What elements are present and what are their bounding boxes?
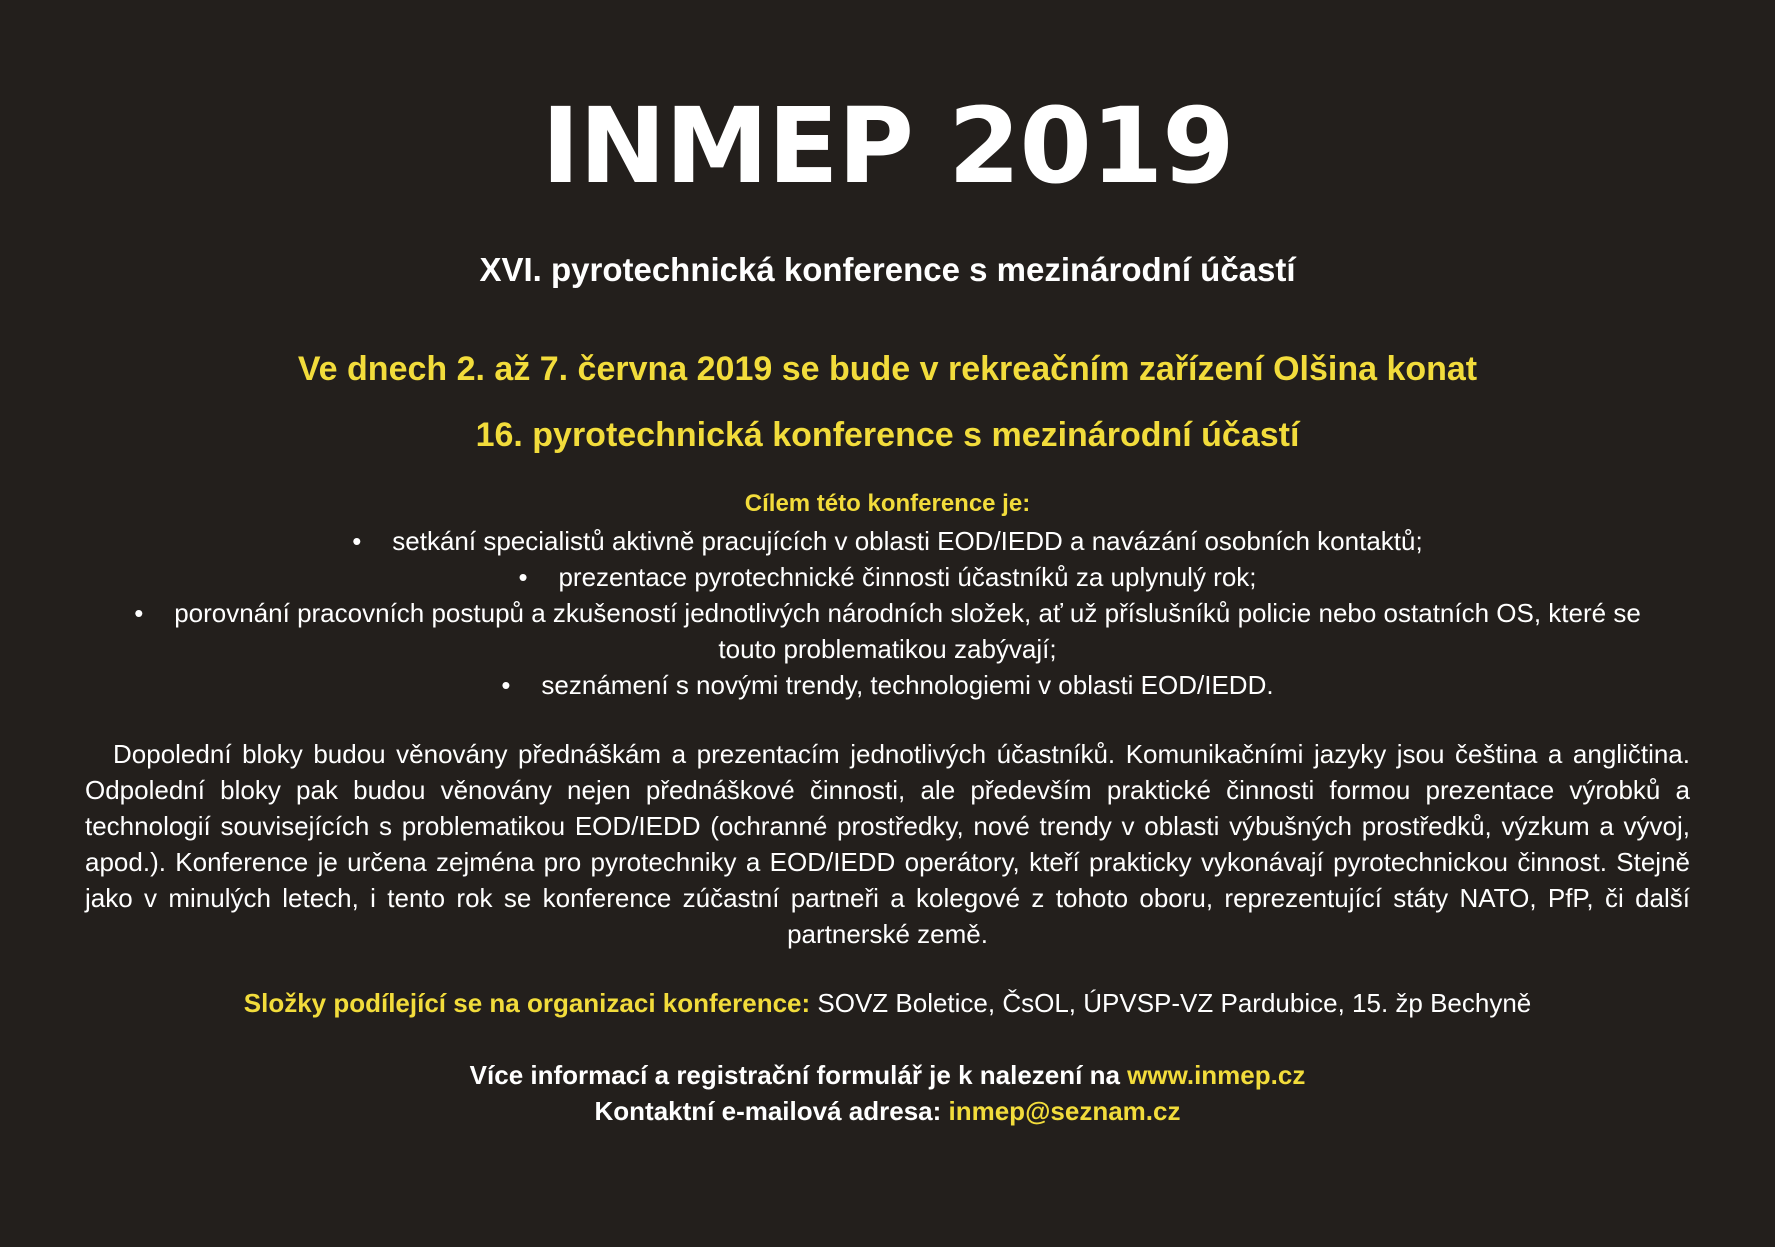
- conference-name: 16. pyrotechnická konference s mezinárodní účastí: [475, 416, 1300, 454]
- more-info-label: Více informací a registrační formulář je k nalezení na: [469, 1060, 1128, 1090]
- bullet-icon: •: [134, 598, 144, 628]
- bullet-icon: •: [501, 670, 511, 700]
- organizers-label: Složky podílející se na organizaci konference:: [243, 988, 811, 1018]
- goals-heading: Cílem této konference je:: [744, 490, 1031, 517]
- list-item: [0, 559, 1775, 595]
- list-item: [0, 523, 1775, 559]
- goals-list: [0, 523, 1775, 703]
- list-item-text: seznámení s novými trendy, technologiemi v oblasti EOD/IEDD.: [541, 670, 1274, 700]
- organizers-value: SOVZ Boletice, ČsOL, ÚPVSP-VZ Pardubice, 15. žp Bechyně: [810, 988, 1532, 1018]
- list-item-text: prezentace pyrotechnické činnosti účastníků za uplynulý rok;: [558, 562, 1257, 592]
- list-item-text: porovnání pracovních postupů a zkušeností jednotlivých národních složek, ať už příslušníků policie nebo ostatních OS, které se touto problematikou zabývají;: [174, 598, 1641, 664]
- list-item: [0, 595, 1775, 667]
- description-paragraph: Dopolední bloky budou věnovány přednáškám a prezentacím jednotlivých účastníků. Komunikačními jazyky jsou čeština a angličtina. Odpolední bloky pak budou věnovány nejen přednáškové činnosti, ale především praktické činnosti formou prezentace výrobků a technologií souvisejících s problematikou EOD/IEDD (ochranné prostředky, nové trendy v oblasti výbušných prostředků, výzkum a vývoj, apod.). Konference je určena zejména pro pyrotechniky a EOD/IEDD operátory, kteří prakticky vykonávají pyrotechnickou činnost. Stejně jako v minulých letech, i tento rok se konference zúčastní partneři a kolegové z tohoto oboru, reprezentující státy NATO, PfP, či další partnerské země.: [85, 739, 1690, 949]
- conference-subtitle: XVI. pyrotechnická konference s mezinárodní účastí: [479, 251, 1296, 288]
- page-title: INMEP 2019: [541, 85, 1234, 207]
- more-info-line: [0, 1057, 1775, 1093]
- dates-announcement: Ve dnech 2. až 7. června 2019 se bude v rekreačním zařízení Olšina konat: [297, 350, 1478, 388]
- contact-line: [0, 1093, 1775, 1129]
- email-link[interactable]: inmep@seznam.cz: [948, 1096, 1181, 1126]
- bullet-icon: •: [518, 562, 528, 592]
- organizers-line: [0, 985, 1775, 1021]
- bullet-icon: •: [352, 526, 362, 556]
- contact-label: Kontaktní e-mailová adresa:: [594, 1096, 949, 1126]
- list-item-text: setkání specialistů aktivně pracujících v oblasti EOD/IEDD a navázání osobních kontaktů;: [392, 526, 1423, 556]
- website-link[interactable]: www.inmep.cz: [1127, 1060, 1306, 1090]
- list-item: [0, 667, 1775, 703]
